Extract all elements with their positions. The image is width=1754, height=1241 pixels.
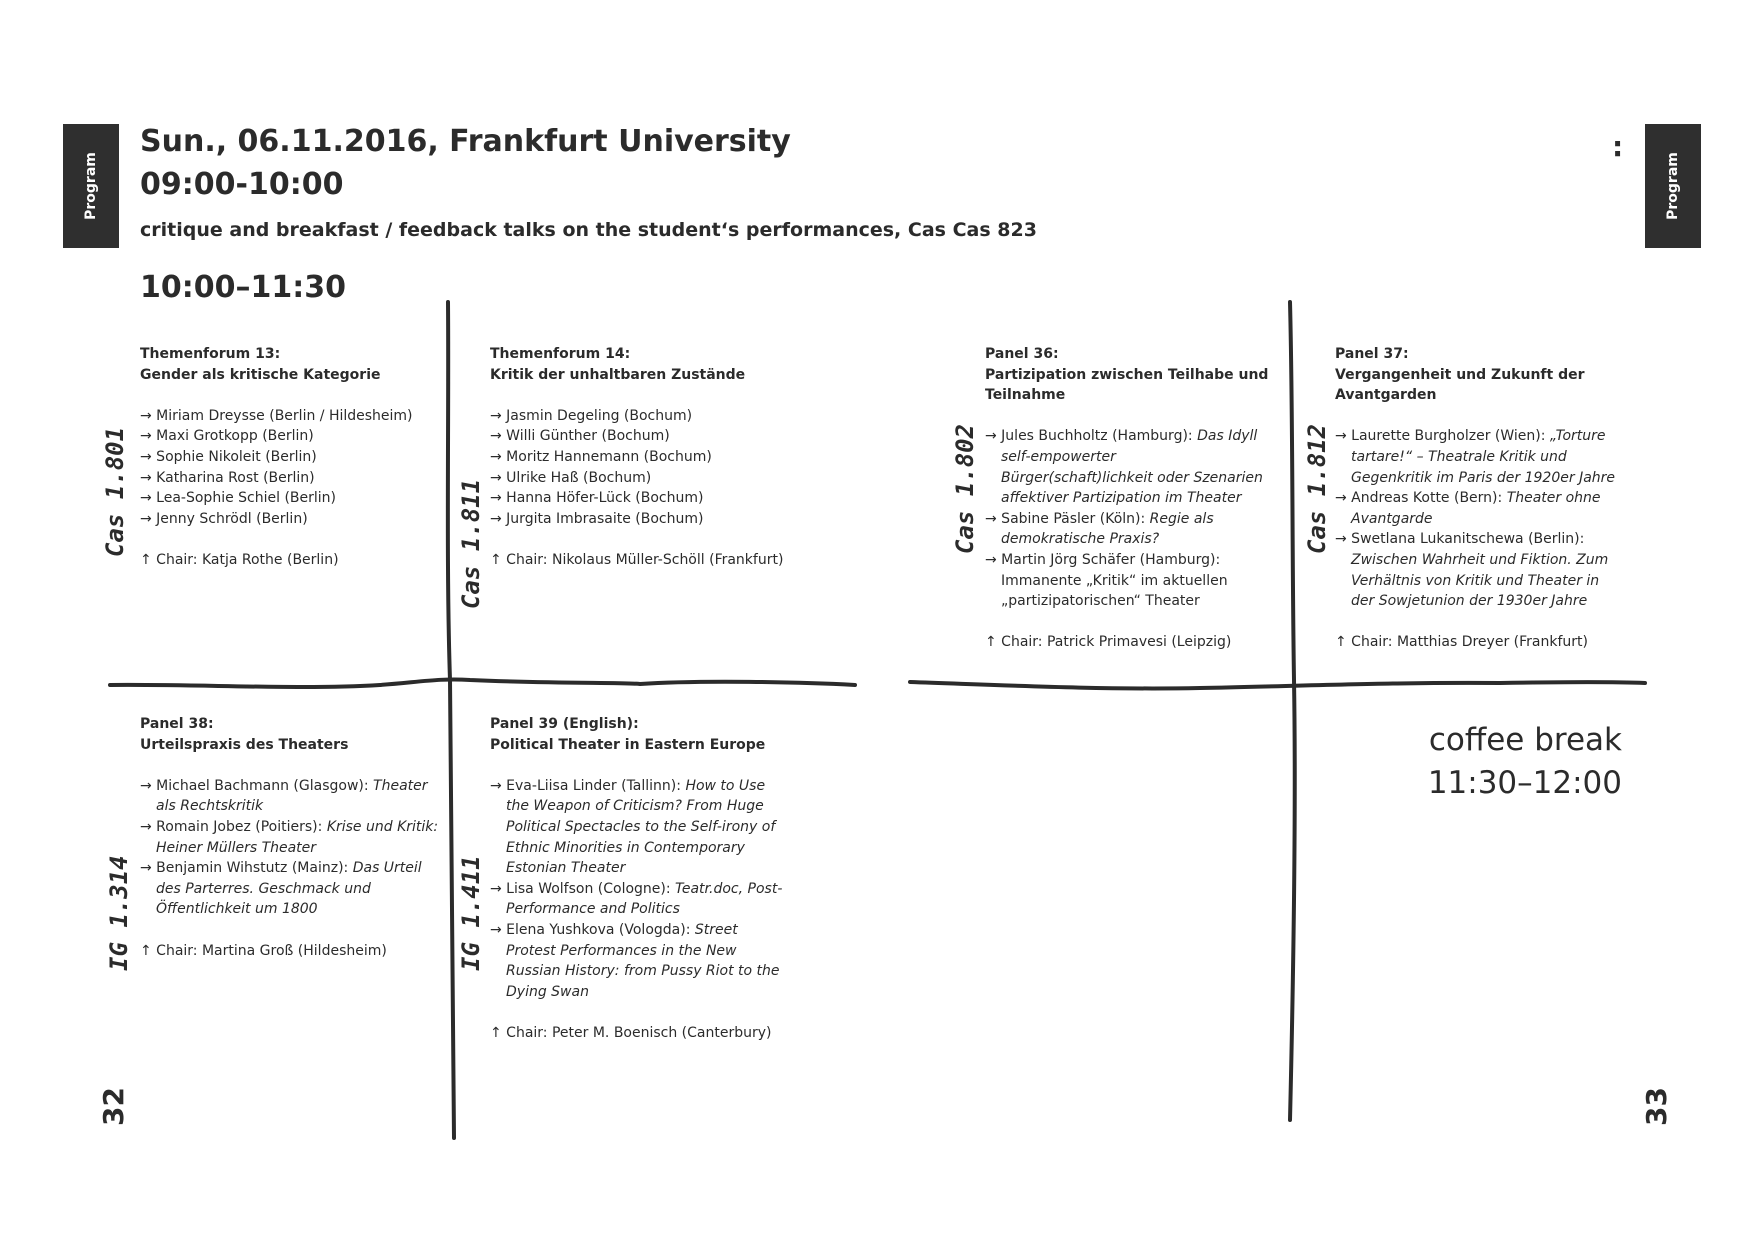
speaker-item: → Sophie Nikoleit (Berlin) [140,448,317,465]
right-mark: : [1612,130,1624,163]
speaker-item: → Miriam Dreysse (Berlin / Hildesheim) [140,407,413,424]
divider-left-vertical [448,302,454,1138]
speaker-item: → Swetlana Lukanitschewa (Berlin): Zwischen Wahrheit und Fiktion. Zum Verhältnis von Kritik und Theater in der Sowjetunion der 1930er Jahre [1335,531,1609,610]
speaker-item: → Jasmin Degeling (Bochum) [490,407,693,424]
speaker-item: → Willi Günther (Bochum) [490,428,670,445]
room-label: IG 1.411 [457,855,485,971]
speaker-item: → Martin Jörg Schäfer (Hamburg): Immanente „Kritik“ im aktuellen „partizipatorischen“ Theater [985,551,1228,610]
room-label: Cas 1.802 [951,423,979,554]
side-tab-label: Program [1665,152,1681,220]
session-block [1335,344,1625,653]
side-tab-left [63,124,119,248]
session-number: Panel 39 (English): [490,716,639,732]
session-number: Panel 38: [140,716,214,732]
divider-right-horizontal [910,682,1645,688]
room-label: Cas 1.811 [457,478,485,609]
speaker-item: → Lisa Wolfson (Cologne): Teatr.doc, Post-Performance and Politics [490,880,783,918]
speaker-item: → Elena Yushkova (Vologda): Street Protest Performances in the New Russian History: from Pussy Riot to the Dying Swan [490,921,780,1000]
session-chair: ↑ Chair: Katja Rothe (Berlin) [140,551,339,568]
side-tab-right [1645,124,1701,248]
speaker-item: → Katharina Rost (Berlin) [140,469,315,486]
divider-right-vertical [1290,302,1295,1120]
speaker-item: → Romain Jobez (Poitiers): Krise und Kritik: Heiner Müllers Theater [140,818,439,856]
date-heading: Sun., 06.11.2016, Frankfurt University [140,124,791,159]
room-label: Cas 1.801 [101,426,129,557]
session-number: Themenforum 13: [140,346,281,362]
session-title: Urteilspraxis des Theaters [140,736,349,753]
session-title: Partizipation zwischen Teilhabe und Teilnahme [985,366,1269,404]
speaker-item: → Benjamin Wihstutz (Mainz): Das Urteil des Parterres. Geschmack und Öffentlichkeit um 1800 [140,860,422,918]
side-tab-label: Program [83,152,99,220]
divider-left-horizontal [110,679,855,687]
session-number: Panel 37: [1335,346,1409,362]
coffee-break-label: coffee break [1428,722,1622,758]
session-block [490,344,830,571]
speaker-item: → Jurgita Imbrasaite (Bochum) [490,510,704,527]
speaker-item: → Maxi Grotkopp (Berlin) [140,428,314,445]
page-number-left: 32 [96,1087,130,1126]
page-number-right: 33 [1639,1087,1673,1126]
session-chair: ↑ Chair: Patrick Primavesi (Leipzig) [985,634,1232,651]
speaker-item: → Eva-Liisa Linder (Tallinn): How to Use the Weapon of Criticism? From Huge Political Spectacles to the Self-irony of Ethnic Minorities in Contemporary Estonian Theater [490,777,776,877]
session-title: Kritik der unhaltbaren Zustände [490,366,746,383]
session-block [490,714,790,1044]
speaker-item: → Hanna Höfer-Lück (Bochum) [490,490,704,507]
speaker-item: → Michael Bachmann (Glasgow): Theater als Rechtskritik [140,777,428,815]
session-chair: ↑ Chair: Matthias Dreyer (Frankfurt) [1335,634,1588,651]
speaker-item: → Lea-Sophie Schiel (Berlin) [140,490,336,507]
speaker-item: → Ulrike Haß (Bochum) [490,469,652,486]
session-title: Vergangenheit und Zukunft der Avantgarden [1335,366,1585,404]
session-chair: ↑ Chair: Martina Groß (Hildesheim) [140,942,387,959]
session-title: Gender als kritische Kategorie [140,366,381,383]
session-chair: ↑ Chair: Peter M. Boenisch (Canterbury) [490,1024,772,1041]
speaker-item: → Jules Buchholtz (Hamburg): Das Idyll self-empowerter Bürger(schaft)lichkeit oder Szenarien affektiver Partizipation im Theater [985,428,1263,507]
room-label: IG 1.314 [105,855,133,971]
critique-line: critique and breakfast / feedback talks on the student‘s performances, Cas Cas 823 [140,219,1037,241]
session-block [140,344,440,571]
coffee-break [1400,719,1622,805]
session-title: Political Theater in Eastern Europe [490,736,766,753]
time-heading-2: 10:00–11:30 [140,270,346,305]
coffee-break-time: 11:30–12:00 [1427,765,1622,801]
speaker-item: → Sabine Päsler (Köln): Regie als demokratische Praxis? [985,510,1214,548]
session-chair: ↑ Chair: Nikolaus Müller-Schöll (Frankfurt) [490,551,784,568]
session-block [140,714,440,961]
speaker-item: → Jenny Schrödl (Berlin) [140,510,308,527]
speaker-item: → Laurette Burgholzer (Wien): „Torture tartare!“ – Theatrale Kritik und Gegenkritik im Paris der 1920er Jahre [1335,428,1616,486]
time-heading-1: 09:00-10:00 [140,167,344,202]
session-number: Themenforum 14: [490,346,631,362]
room-label: Cas 1.812 [1303,423,1331,554]
speaker-item: → Moritz Hannemann (Bochum) [490,448,712,465]
session-block [985,344,1270,653]
session-number: Panel 36: [985,346,1059,362]
speaker-item: → Andreas Kotte (Bern): Theater ohne Avantgarde [1335,490,1601,527]
